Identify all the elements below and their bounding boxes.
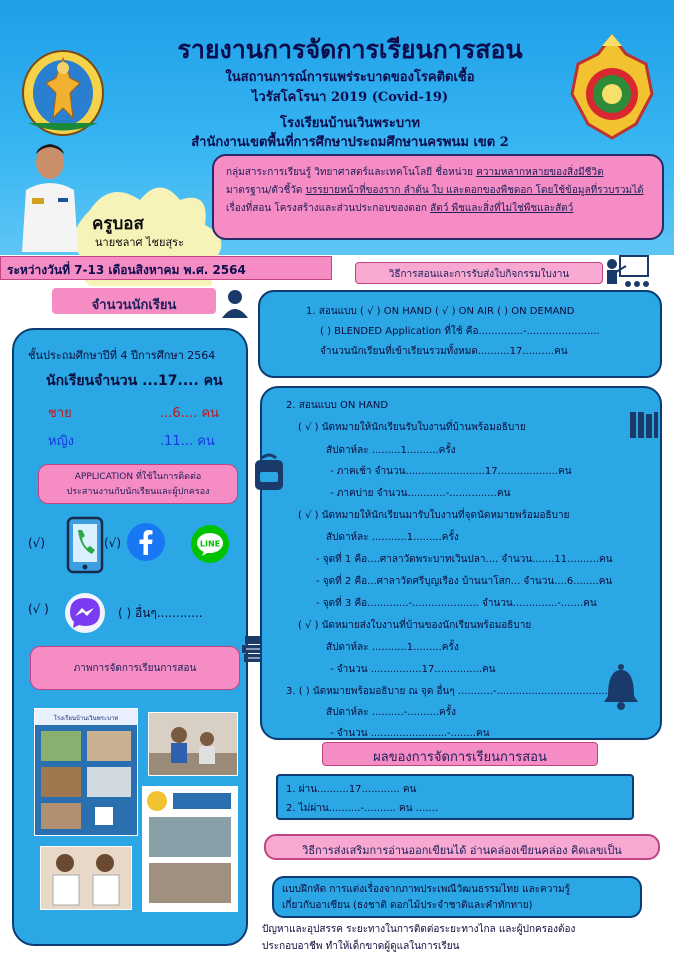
teaching-mode-box [258,290,662,378]
svg-text:LINE: LINE [199,539,221,549]
result-title: ผลของการจัดการเรียนการสอน [322,742,598,766]
teacher-nickname: ครูบอส [92,214,144,234]
phone-check: (√) [28,536,46,550]
topic-body: สัตว์ พืชและสิ่งที่ไม่ใช่พืชและสัตว์ [430,203,574,214]
education-office: สำนักงานเขตพื้นที่การศึกษาประถมศึกษานครพนม เขต 2 [191,135,509,150]
teaching-mode-line3: จำนวนนักเรียนที่เข้าเรียนรวมทั้งหมด..........17..........คน [320,346,568,357]
meeting-point-2: - จุดที่ 2 คือ...ศาลาวัดศรีบุญเรือง บ้านนาโสก... จำนวน....6........คน [316,576,613,587]
facebook-check: (√) [104,536,122,550]
book-icon [628,410,660,440]
method-a-morning: - ภาคเช้า จำนวน.........................17...................คน [330,466,572,477]
grade-level: ชั้นประถมศึกษาปีที่ 4 ปีการศึกษา 2564 [28,349,216,362]
problems-line2: ประกอบอาชีพ ทำให้เด็กขาดผู้ดูแลในการเรียน [262,941,460,952]
topic-label: เรื่องที่สอน โครงสร้างและส่วนประกอบของดอก [226,203,427,214]
practice-line1: แบบฝึกหัด การแต่งเรื่องจากภาพประเพณีวัฒนธรรมไทย และความรู้ [282,884,570,895]
subtitle-situation: ในสถานการณ์การแพร่ระบาดของโรคติดเชื้อ [225,70,475,85]
photo-poster [34,708,138,836]
on-hand-title: 2. สอนแบบ ON HAND [286,400,389,411]
practice-box [272,876,642,918]
messenger-icon [64,592,106,634]
result-box [276,774,634,820]
photo-worksheet [40,846,132,910]
method-d-title: 3. ( ) นัดหมายพร้อมอธิบาย ณ จุด อื่นๆ ...........-................................... [286,686,608,697]
meeting-point-1: - จุดที่ 1 คือ....ศาลาวัดพระบาทเวินปลา.... จำนวน.......11..........คน [316,554,613,565]
subtitle-covid: ไวรัสโคโรนา 2019 (Covid-19) [251,90,449,105]
method-d-count: - จำนวน ........................-........คน [330,728,490,739]
application-title-line1: APPLICATION ที่ใช้ในการติดต่อ [74,472,202,482]
student-total: นักเรียนจำนวน ...17.... คน [46,373,223,389]
date-range: ระหว่างวันที่ 7-13 เดือนสิงหาคม พ.ศ. 2564 [0,256,332,280]
teacher-photo [18,140,82,252]
messenger-check: (√ ) [28,602,49,616]
method-a-afternoon: - ภาคบ่าย จำนวน............-...............คน [330,488,511,499]
result-fail: 2. ไม่ผ่าน..........-.......... คน ....... [286,803,438,814]
method-c-count: - จำนวน ................17...............คน [330,664,496,675]
result-pass: 1. ผ่าน..........17............ คน [286,784,417,795]
photo-activity [142,786,238,912]
literacy-promotion-title: วิธีการส่งเสริมการอ่านออกเขียนได้ อ่านคล่องเขียนคล่อง คิดเลขเป็น [264,834,660,860]
male-label: ชาย [48,406,72,421]
method-b-title: ( √ ) นัดหมายให้นักเรียนมารับใบงานที่จุดนัดหมายพร้อมอธิบาย [298,510,570,521]
subject-line1: กลุ่มสาระการเรียนรู้ วิทยาศาสตร์และเทคโนโลยี ชื่อหน่วย [226,167,474,178]
standard-body: บรรยายหน้าที่ของราก ลำต้น ใบ และดอกของพืชดอก โดยใช้ข้อมูลที่รวบรวมได้ [305,185,644,196]
school-name: โรงเรียนบ้านเวินพระบาท [280,116,420,131]
subject-unit: ความหลากหลายของสิ่งมีชีวิต [476,167,604,178]
standard-label: มาตรฐาน/ตัวชี้วัด [226,185,303,196]
poster-title: โรงเรียนบ้านเวินพระบาท [35,709,137,725]
meeting-point-3: - จุดที่ 3 คือ.............-..................... จำนวน..............-.......คน [316,598,597,609]
student-count-title: จำนวนนักเรียน [50,286,218,316]
subject-info-box [212,154,664,240]
teacher-board-icon [604,254,652,290]
application-title-line2: ประสานงานกับนักเรียนและผู้ปกครอง [66,487,210,497]
method-d-week: สัปดาห์ละ ..........-..........ครั้ง [326,707,456,718]
method-c-title: ( √ ) นัดหมายส่งใบงานที่บ้านของนักเรียนพร้อมอธิบาย [298,620,532,631]
other-app: ( ) อื่นๆ............ [118,606,203,620]
teaching-mode-line2: ( ) BLENDED Application ที่ใช้ คือ..............-....................... [320,326,600,337]
problems-line1: ปัญหาและอุปสรรค ระยะทางในการติดต่อระยะทางไกล และผู้ปกครองต้อง [262,924,576,935]
photo-students [148,712,238,776]
user-icon [220,288,250,318]
line-app-icon [190,524,230,564]
method-b-week: สัปดาห์ละ ...........1.........ครั้ง [326,532,459,543]
male-count: ...6.... คน [160,406,219,421]
teaching-mode-line1: 1. สอนแบบ ( √ ) ON HAND ( √ ) ON AIR ( ) ON DEMAND [306,306,575,317]
obec-logo [18,38,108,138]
application-title-box [38,464,238,504]
method-title: วิธีการสอนและการรับส่งใบกิจกรรมใบงาน [355,262,603,284]
teacher-fullname: นายชลาศ ไชยสุระ [95,236,184,249]
problems-text [262,921,662,955]
page-title: รายงานการจัดการเรียนการสอน [177,35,523,64]
method-c-week: สัปดาห์ละ ...........1.........ครั้ง [326,642,459,653]
phone-icon [66,516,104,574]
picture-title: ภาพการจัดการเรียนการสอน [30,646,240,690]
school-bag-icon [252,452,286,492]
female-label: หญิง [48,434,74,449]
female-count: .11... คน [160,434,215,449]
method-a-title: ( √ ) นัดหมายให้นักเรียนรับใบงานที่บ้านพร้อมอธิบาย [298,422,526,433]
facebook-icon [126,522,166,562]
method-a-week: สัปดาห์ละ .........1..........ครั้ง [326,445,456,456]
practice-line2: เกี่ยวกับอาเซียน (ธงชาติ ดอกไม้ประจำชาติและคำทักทาย) [282,900,533,911]
